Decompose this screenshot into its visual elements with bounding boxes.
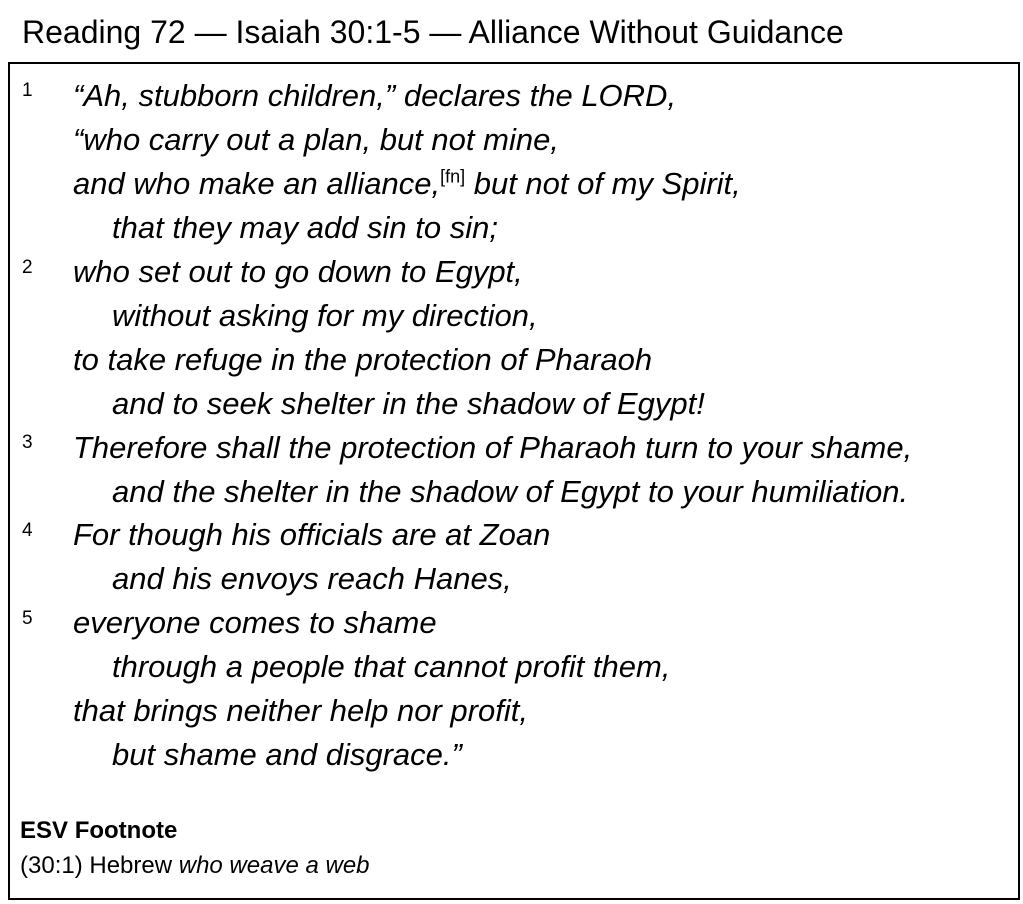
verse-number-3: 3 (22, 432, 33, 453)
verse-line: through a people that cannot profit them, (112, 649, 671, 684)
verse-number-4: 4 (22, 520, 33, 541)
verse-line: and the shelter in the shadow of Egypt to your humiliation. (112, 474, 909, 509)
verse-line: “who carry out a plan, but not mine, (73, 122, 559, 157)
verse-line: without asking for my direction, (112, 298, 538, 333)
page-title: Reading 72 — Isaiah 30:1-5 — Alliance Without Guidance (22, 14, 844, 50)
footnote-body (20, 851, 370, 881)
verse-line: everyone comes to shame (73, 605, 437, 640)
verse-line: that they may add sin to sin; (112, 210, 498, 245)
verse-line: but shame and disgrace.” (112, 737, 462, 772)
verse-number-5: 5 (22, 608, 33, 629)
verse-number-1: 1 (22, 80, 33, 101)
verse-line: and to seek shelter in the shadow of Egypt! (112, 386, 705, 421)
verse-line: to take refuge in the protection of Pharaoh (73, 342, 653, 377)
verse-number-2: 2 (22, 257, 33, 278)
footnote-heading: ESV Footnote (20, 817, 178, 844)
verse-line: and his envoys reach Hanes, (112, 561, 512, 596)
verse-line (73, 166, 741, 202)
footnote-text: who weave a web (178, 852, 370, 879)
verse-line: Therefore shall the protection of Pharaoh turn to your shame, (73, 430, 913, 465)
verse-line: “Ah, stubborn children,” declares the LORD, (73, 78, 677, 113)
footnote-marker[interactable]: [fn] (440, 166, 466, 187)
verse-line: For though his officials are at Zoan (73, 517, 551, 552)
footnote-reference: (30:1) Hebrew (20, 852, 179, 879)
verse-line-text: and who make an alliance, (73, 166, 441, 201)
verse-line-text: but not of my Spirit, (465, 166, 741, 201)
verse-line: that brings neither help nor profit, (73, 693, 528, 728)
verse-line: who set out to go down to Egypt, (73, 254, 523, 289)
